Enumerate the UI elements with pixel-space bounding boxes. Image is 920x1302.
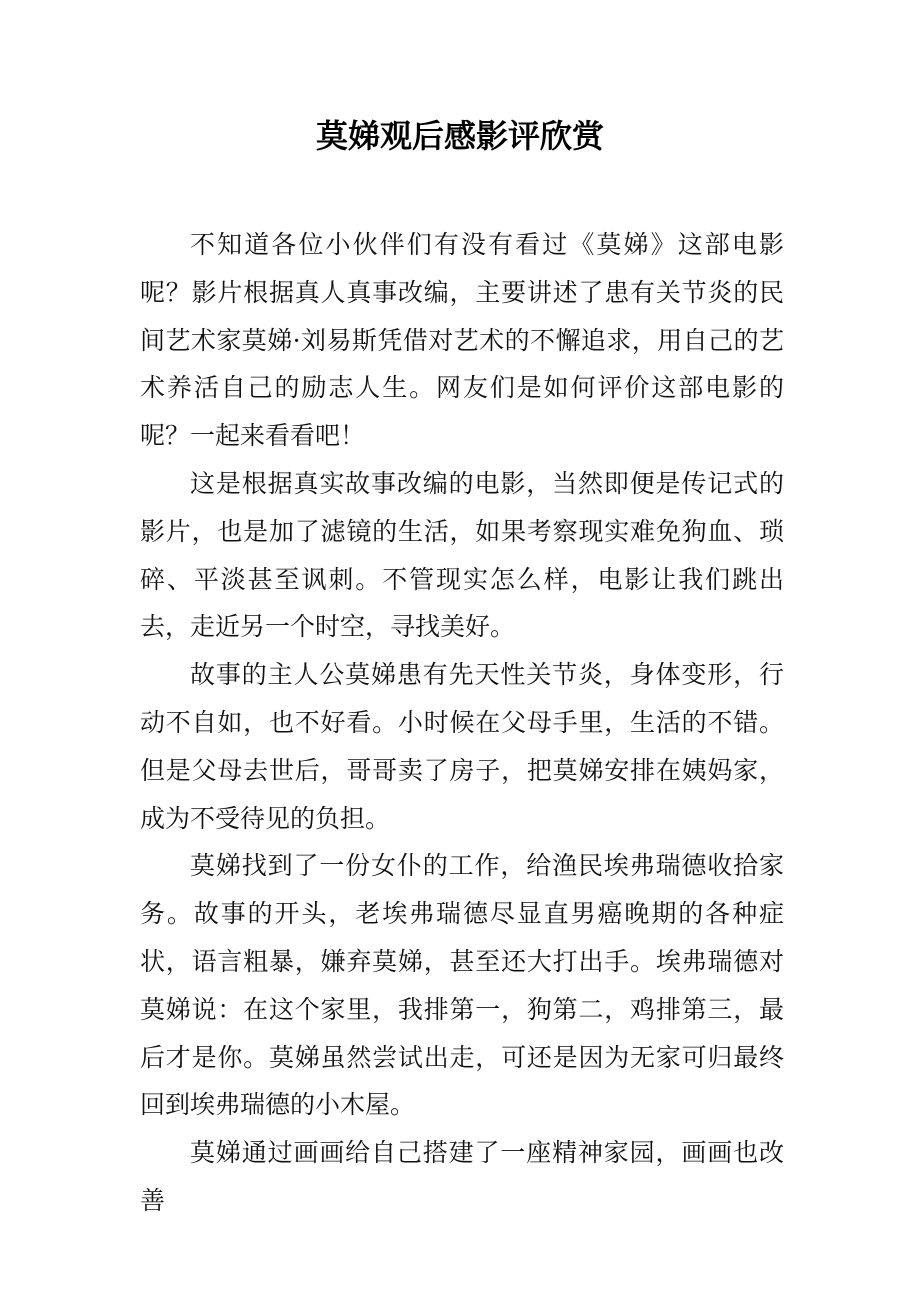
document-body bbox=[140, 221, 784, 1225]
paragraph-5: 莫娣通过画画给自己搭建了一座精神家园，画画也改善 bbox=[140, 1138, 784, 1215]
paragraph-4: 莫娣找到了一份女仆的工作，给渔民埃弗瑞德收拾家务。故事的开头，老埃弗瑞德尽显直男癌晚期的各种症状，语言粗暴，嫌弃莫娣，甚至还大打出手。埃弗瑞德对莫娣说：在这个家里，我排第一，狗第二，鸡排第三，最后才是你。莫娣虽然尝试出走，可还是因为无家可归最终回到埃弗瑞德的小木屋。 bbox=[140, 851, 784, 1120]
document-title: 莫娣观后感影评欣赏 bbox=[315, 117, 604, 155]
paragraph-2: 这是根据真实故事改编的电影，当然即便是传记式的影片，也是加了滤镜的生活，如果考察现实难免狗血、琐碎、平淡甚至讽刺。不管现实怎么样，电影让我们跳出去，走近另一个时空，寻找美好。 bbox=[140, 468, 784, 642]
paragraph-3: 故事的主人公莫娣患有先天性关节炎，身体变形，行动不自如，也不好看。小时候在父母手里，生活的不错。但是父母去世后，哥哥卖了房子，把莫娣安排在姨妈家，成为不受待见的负担。 bbox=[140, 660, 784, 833]
paragraph-1: 不知道各位小伙伴们有没有看过《莫娣》这部电影呢？影片根据真人真事改编，主要讲述了患有关节炎的民间艺术家莫娣·刘易斯凭借对艺术的不懈追求，用自己的艺术养活自己的励志人生。网友们是如何评价这部电影的呢？一起来看看吧！ bbox=[140, 230, 784, 451]
